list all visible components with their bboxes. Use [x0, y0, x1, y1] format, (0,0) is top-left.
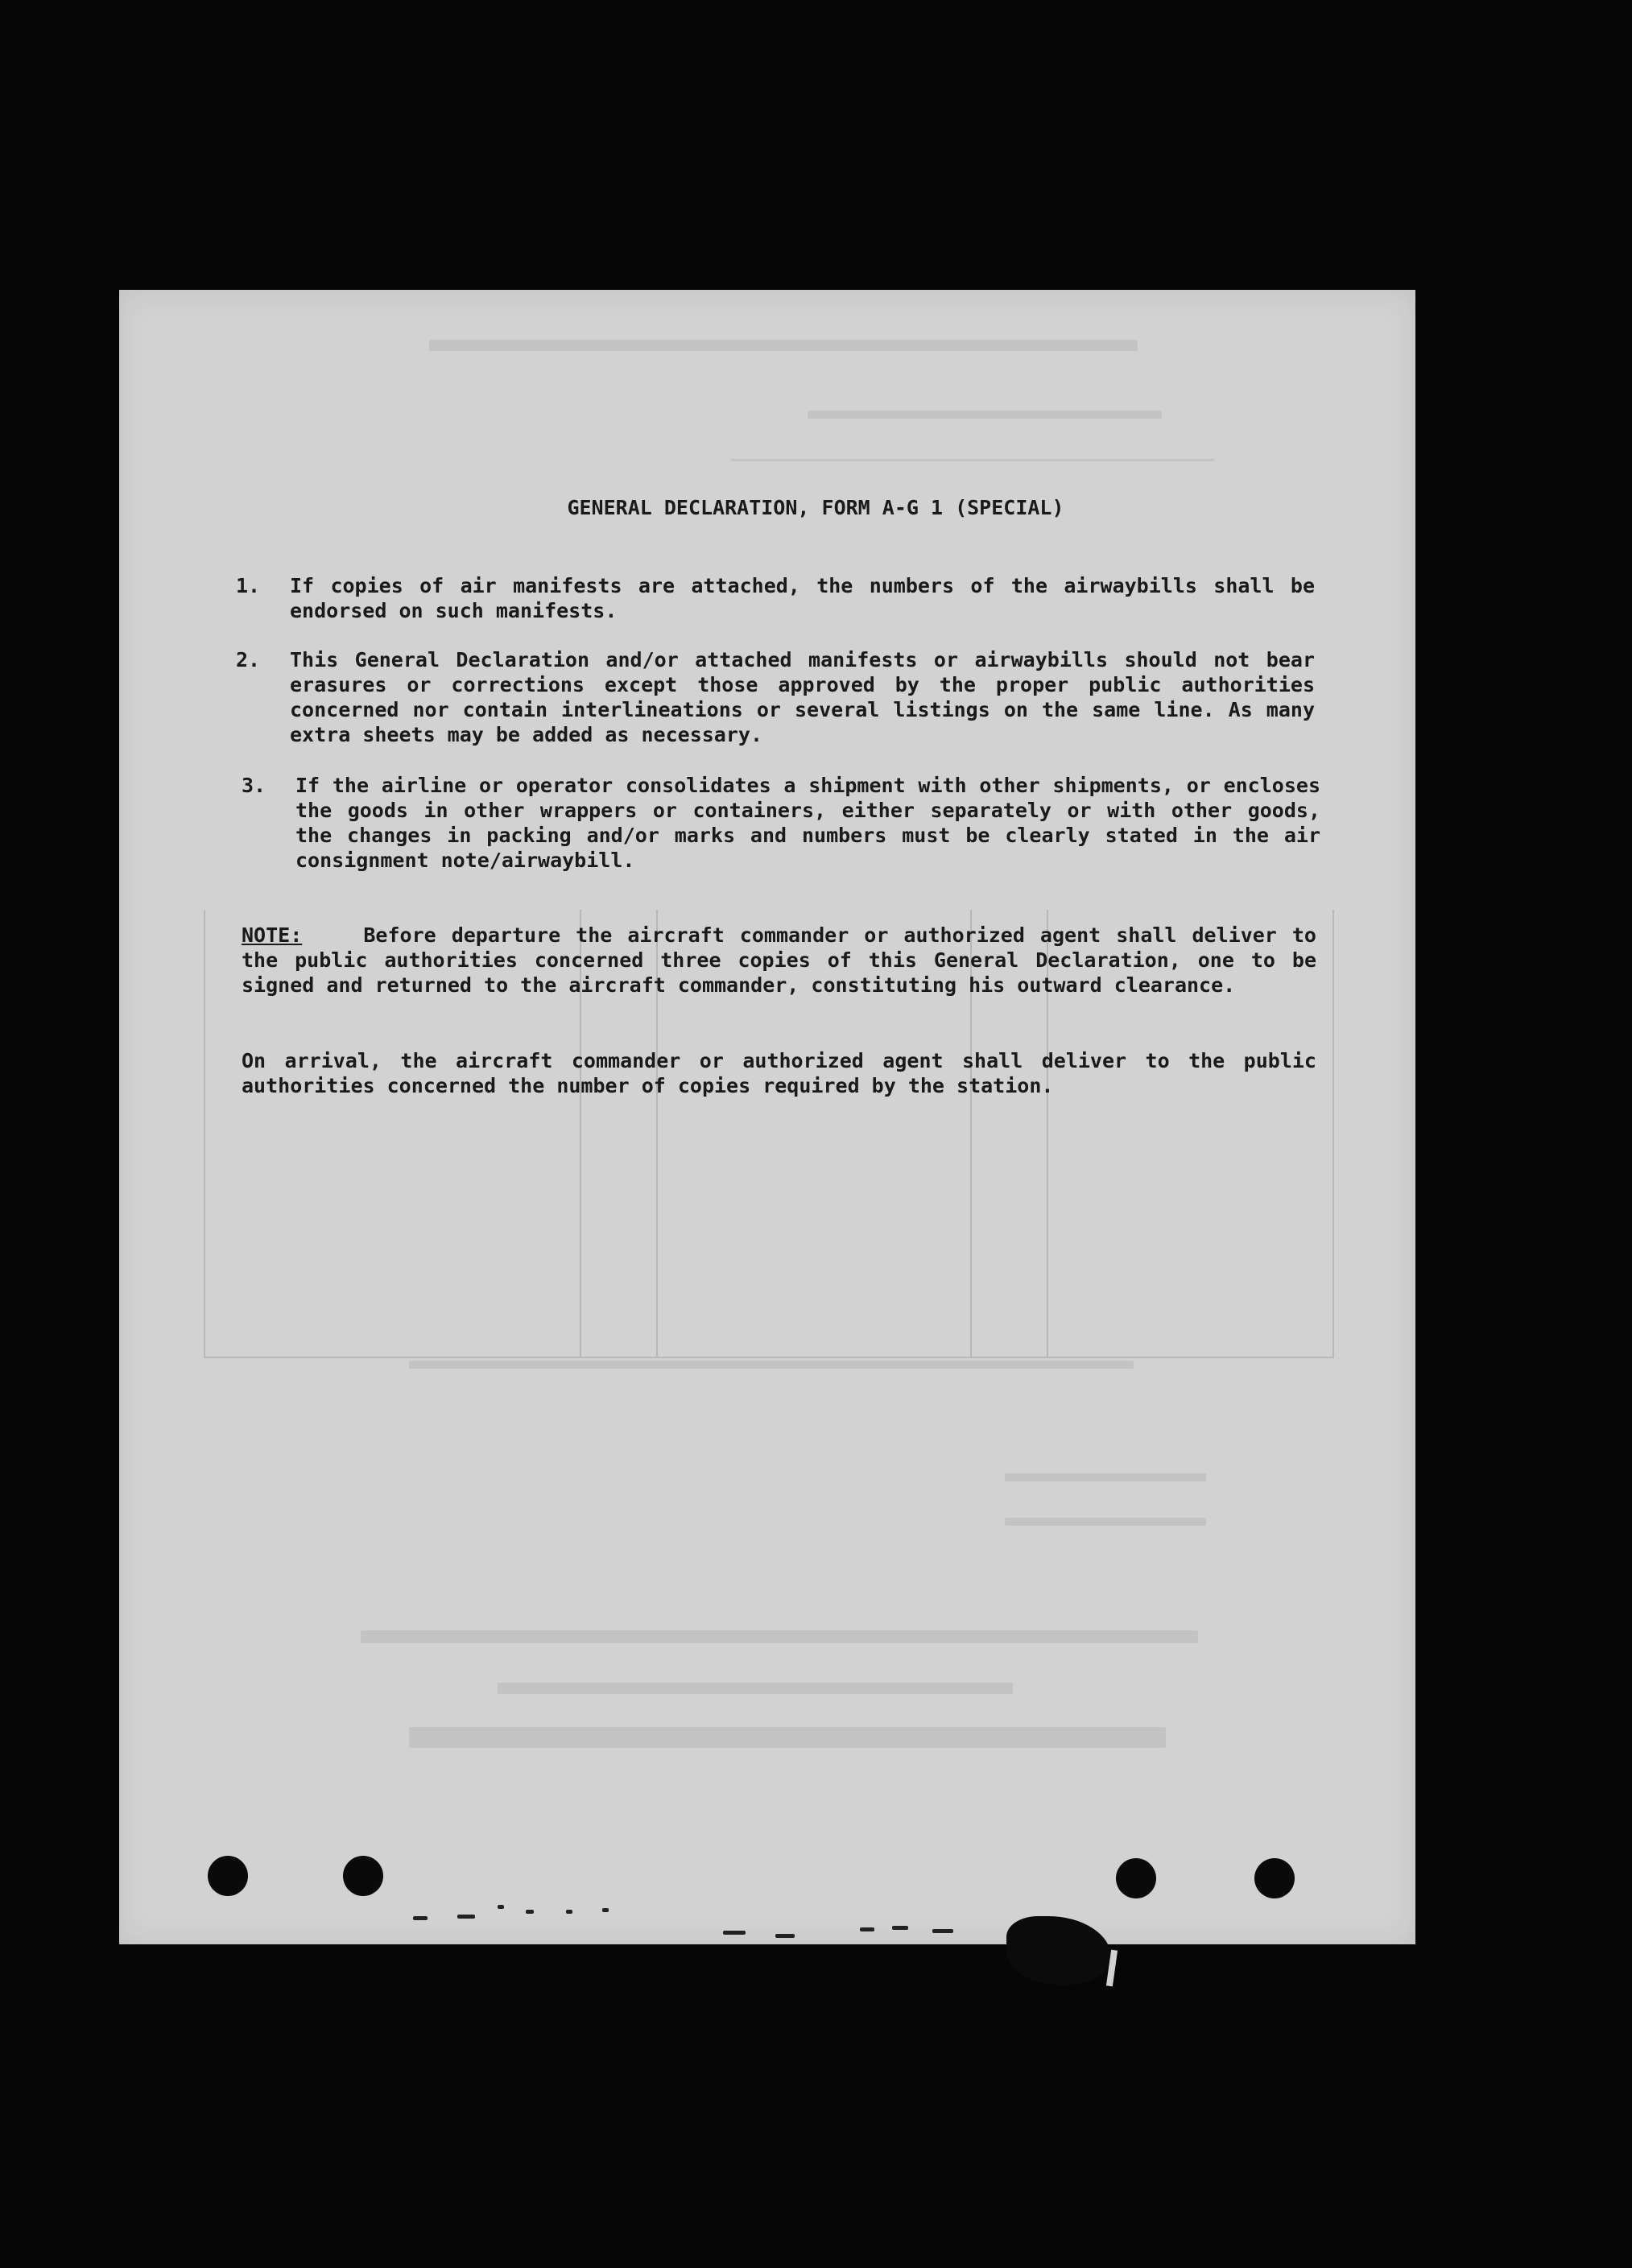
arrival-paragraph: On arrival, the aircraft commander or authorized agent shall deliver to the public authorities concerned the number of copies required by the station. [242, 1049, 1316, 1097]
speck [602, 1908, 609, 1912]
note-paragraph [242, 923, 1316, 998]
form-title: GENERAL DECLARATION, FORM A-G 1 (SPECIAL) [567, 496, 1064, 519]
bleed-through-text [808, 411, 1162, 419]
speck [892, 1926, 908, 1930]
instruction-item-2 [236, 647, 1315, 747]
item-number: 1. [236, 574, 261, 597]
bleed-through-text [409, 1727, 1166, 1748]
punch-hole [1116, 1858, 1156, 1898]
instruction-item-3 [242, 773, 1320, 873]
item-number: 3. [242, 774, 266, 797]
speck [457, 1915, 475, 1919]
bleed-through-text [1005, 1518, 1206, 1526]
speck [723, 1931, 746, 1935]
bleed-through-text [498, 1683, 1013, 1694]
speck [413, 1916, 428, 1920]
speck [526, 1910, 534, 1914]
item-text: If copies of air manifests are attached, the numbers of the airwaybills shall be endorsed on such manifests. [290, 574, 1315, 622]
speck [860, 1927, 874, 1931]
document-sheet [119, 290, 1415, 1944]
speck [566, 1910, 572, 1914]
punch-hole [208, 1856, 248, 1896]
punch-hole [343, 1856, 383, 1896]
speck [498, 1905, 504, 1909]
note-label: NOTE: [242, 923, 303, 947]
item-number: 2. [236, 648, 261, 671]
bleed-through-text [429, 340, 1138, 351]
speck [932, 1929, 953, 1933]
bleed-through-text [731, 459, 1214, 461]
note-text: Before departure the aircraft commander or authorized agent shall deliver to the public authorities concerned three copies of this General Declaration, one to be signed and returned to the aircraft commander, constituting his outward clearance. [242, 923, 1316, 997]
bleed-through-text [361, 1630, 1198, 1643]
item-text: If the airline or operator consolidates a shipment with other shipments, or encloses the goods in other wrappers or containers, either separately or with other goods, the changes in packing and/or marks and numbers must be clearly stated in the air consignment note/airwaybill. [295, 774, 1320, 872]
item-text: This General Declaration and/or attached manifests or airwaybills should not bear erasures or corrections except those approved by the proper public authorities concerned nor contain interlineations or several listings on the same line. As many extra sheets may be added as necessary. [290, 648, 1315, 746]
bleed-through-text [409, 1361, 1134, 1369]
instruction-item-1 [236, 573, 1315, 623]
punch-hole [1254, 1858, 1295, 1898]
bleed-through-text [1005, 1473, 1206, 1481]
speck [775, 1934, 795, 1938]
